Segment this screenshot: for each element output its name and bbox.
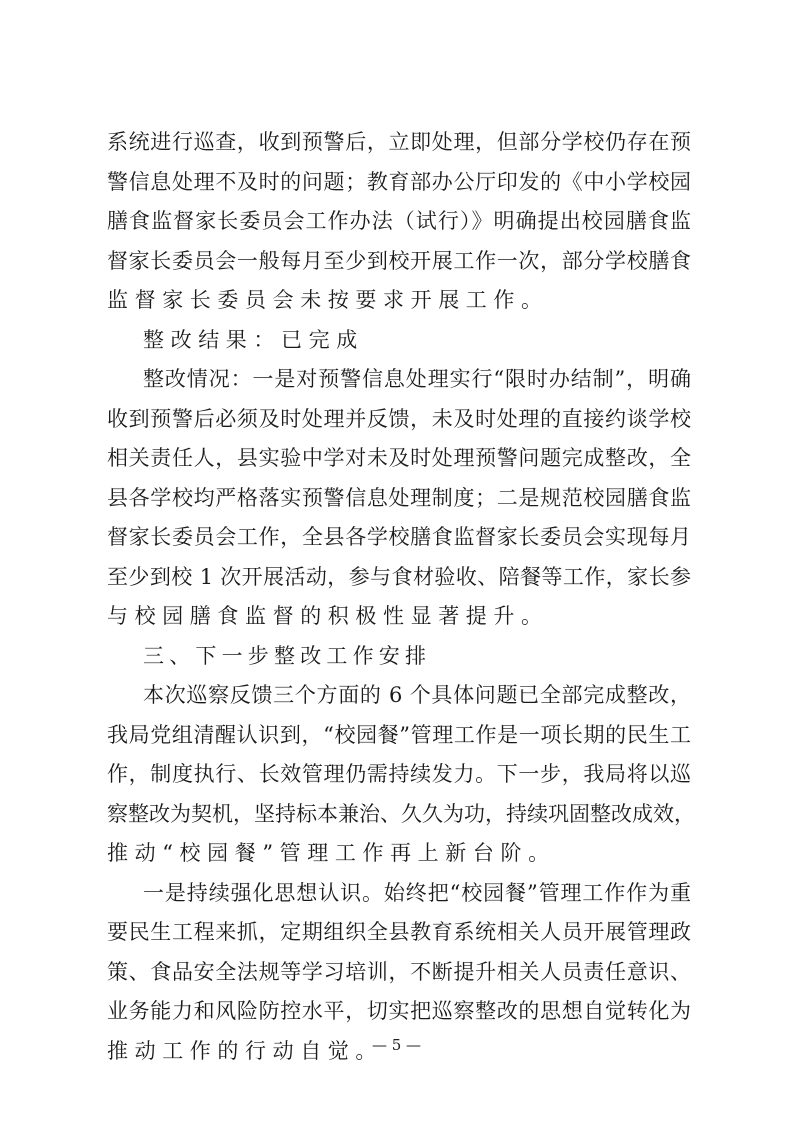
text-line: 县各学校均严格落实预警信息处理制度；二是规范校园膳食监 bbox=[107, 485, 691, 510]
text-line: 整改情况：一是对预警信息处理实行“限时办结制”，明确 bbox=[143, 367, 691, 391]
text-line: 督家长委员会工作，全县各学校膳食监督家长委员会实现每月 bbox=[107, 525, 691, 549]
text-line: 系统进行巡查，收到预警后，立即处理，但部分学校仍存在预 bbox=[107, 130, 691, 154]
text-line: 至少到校 1 次开展活动，参与食材验收、陪餐等工作，家长参 bbox=[107, 564, 691, 589]
text-line: 我局党组清醒认识到，“校园餐”管理工作是一项长期的民生工 bbox=[107, 722, 691, 747]
text-line: 监督家长委员会未按要求开展工作。 bbox=[107, 288, 549, 312]
text-line: 策、食品安全法规等学习培训，不断提升相关人员责任意识、 bbox=[107, 959, 691, 984]
text-line: 与校园膳食监督的积极性显著提升。 bbox=[107, 604, 549, 628]
paragraph-summary bbox=[107, 676, 695, 874]
text-line: 业务能力和风险防控水平，切实把巡察整改的思想自觉转化为 bbox=[107, 999, 691, 1023]
text-line: 要民生工程来抓，定期组织全县教育系统相关人员开展管理政 bbox=[107, 920, 691, 944]
text-line: 警信息处理不及时的问题；教育部办公厅印发的《中小学校园 bbox=[107, 169, 691, 194]
text-line: 作，制度执行、长效管理仍需持续发力。下一步，我局将以巡 bbox=[107, 762, 691, 786]
text-line: 收到预警后必须及时处理并反馈，未及时处理的直接约谈学校 bbox=[107, 406, 691, 431]
page-number: — 5 — bbox=[371, 1036, 422, 1054]
document-body bbox=[107, 123, 695, 1071]
heading-line: 三、下一步整改工作安排 bbox=[143, 643, 432, 668]
text-line: 相关责任人，县实验中学对未及时处理预警问题完成整改，全 bbox=[107, 446, 691, 470]
paragraph-result bbox=[107, 321, 691, 361]
text-line: 推动“校园餐”管理工作再上新台阶。 bbox=[107, 841, 556, 865]
text-line: 本次巡察反馈三个方面的 6 个具体问题已全部完成整改， bbox=[143, 683, 691, 707]
paragraph-rectification bbox=[107, 360, 691, 637]
text-line: 督家长委员会一般每月至少到校开展工作一次，部分学校膳食 bbox=[107, 248, 691, 273]
text-line: 膳食监督家长委员会工作办法（试行）》明确提出校园膳食监 bbox=[107, 209, 691, 233]
text-line: 察整改为契机，坚持标本兼治、久久为功，持续巩固整改成效， bbox=[107, 801, 695, 826]
text-line: 推动工作的行动自觉。 bbox=[107, 1038, 383, 1063]
text-line: 整改结果：已完成 bbox=[143, 327, 364, 352]
text-line: 一是持续强化思想认识。始终把“校园餐”管理工作作为重 bbox=[143, 880, 691, 905]
paragraph-problem-continued bbox=[107, 123, 691, 321]
section-heading bbox=[107, 637, 691, 677]
